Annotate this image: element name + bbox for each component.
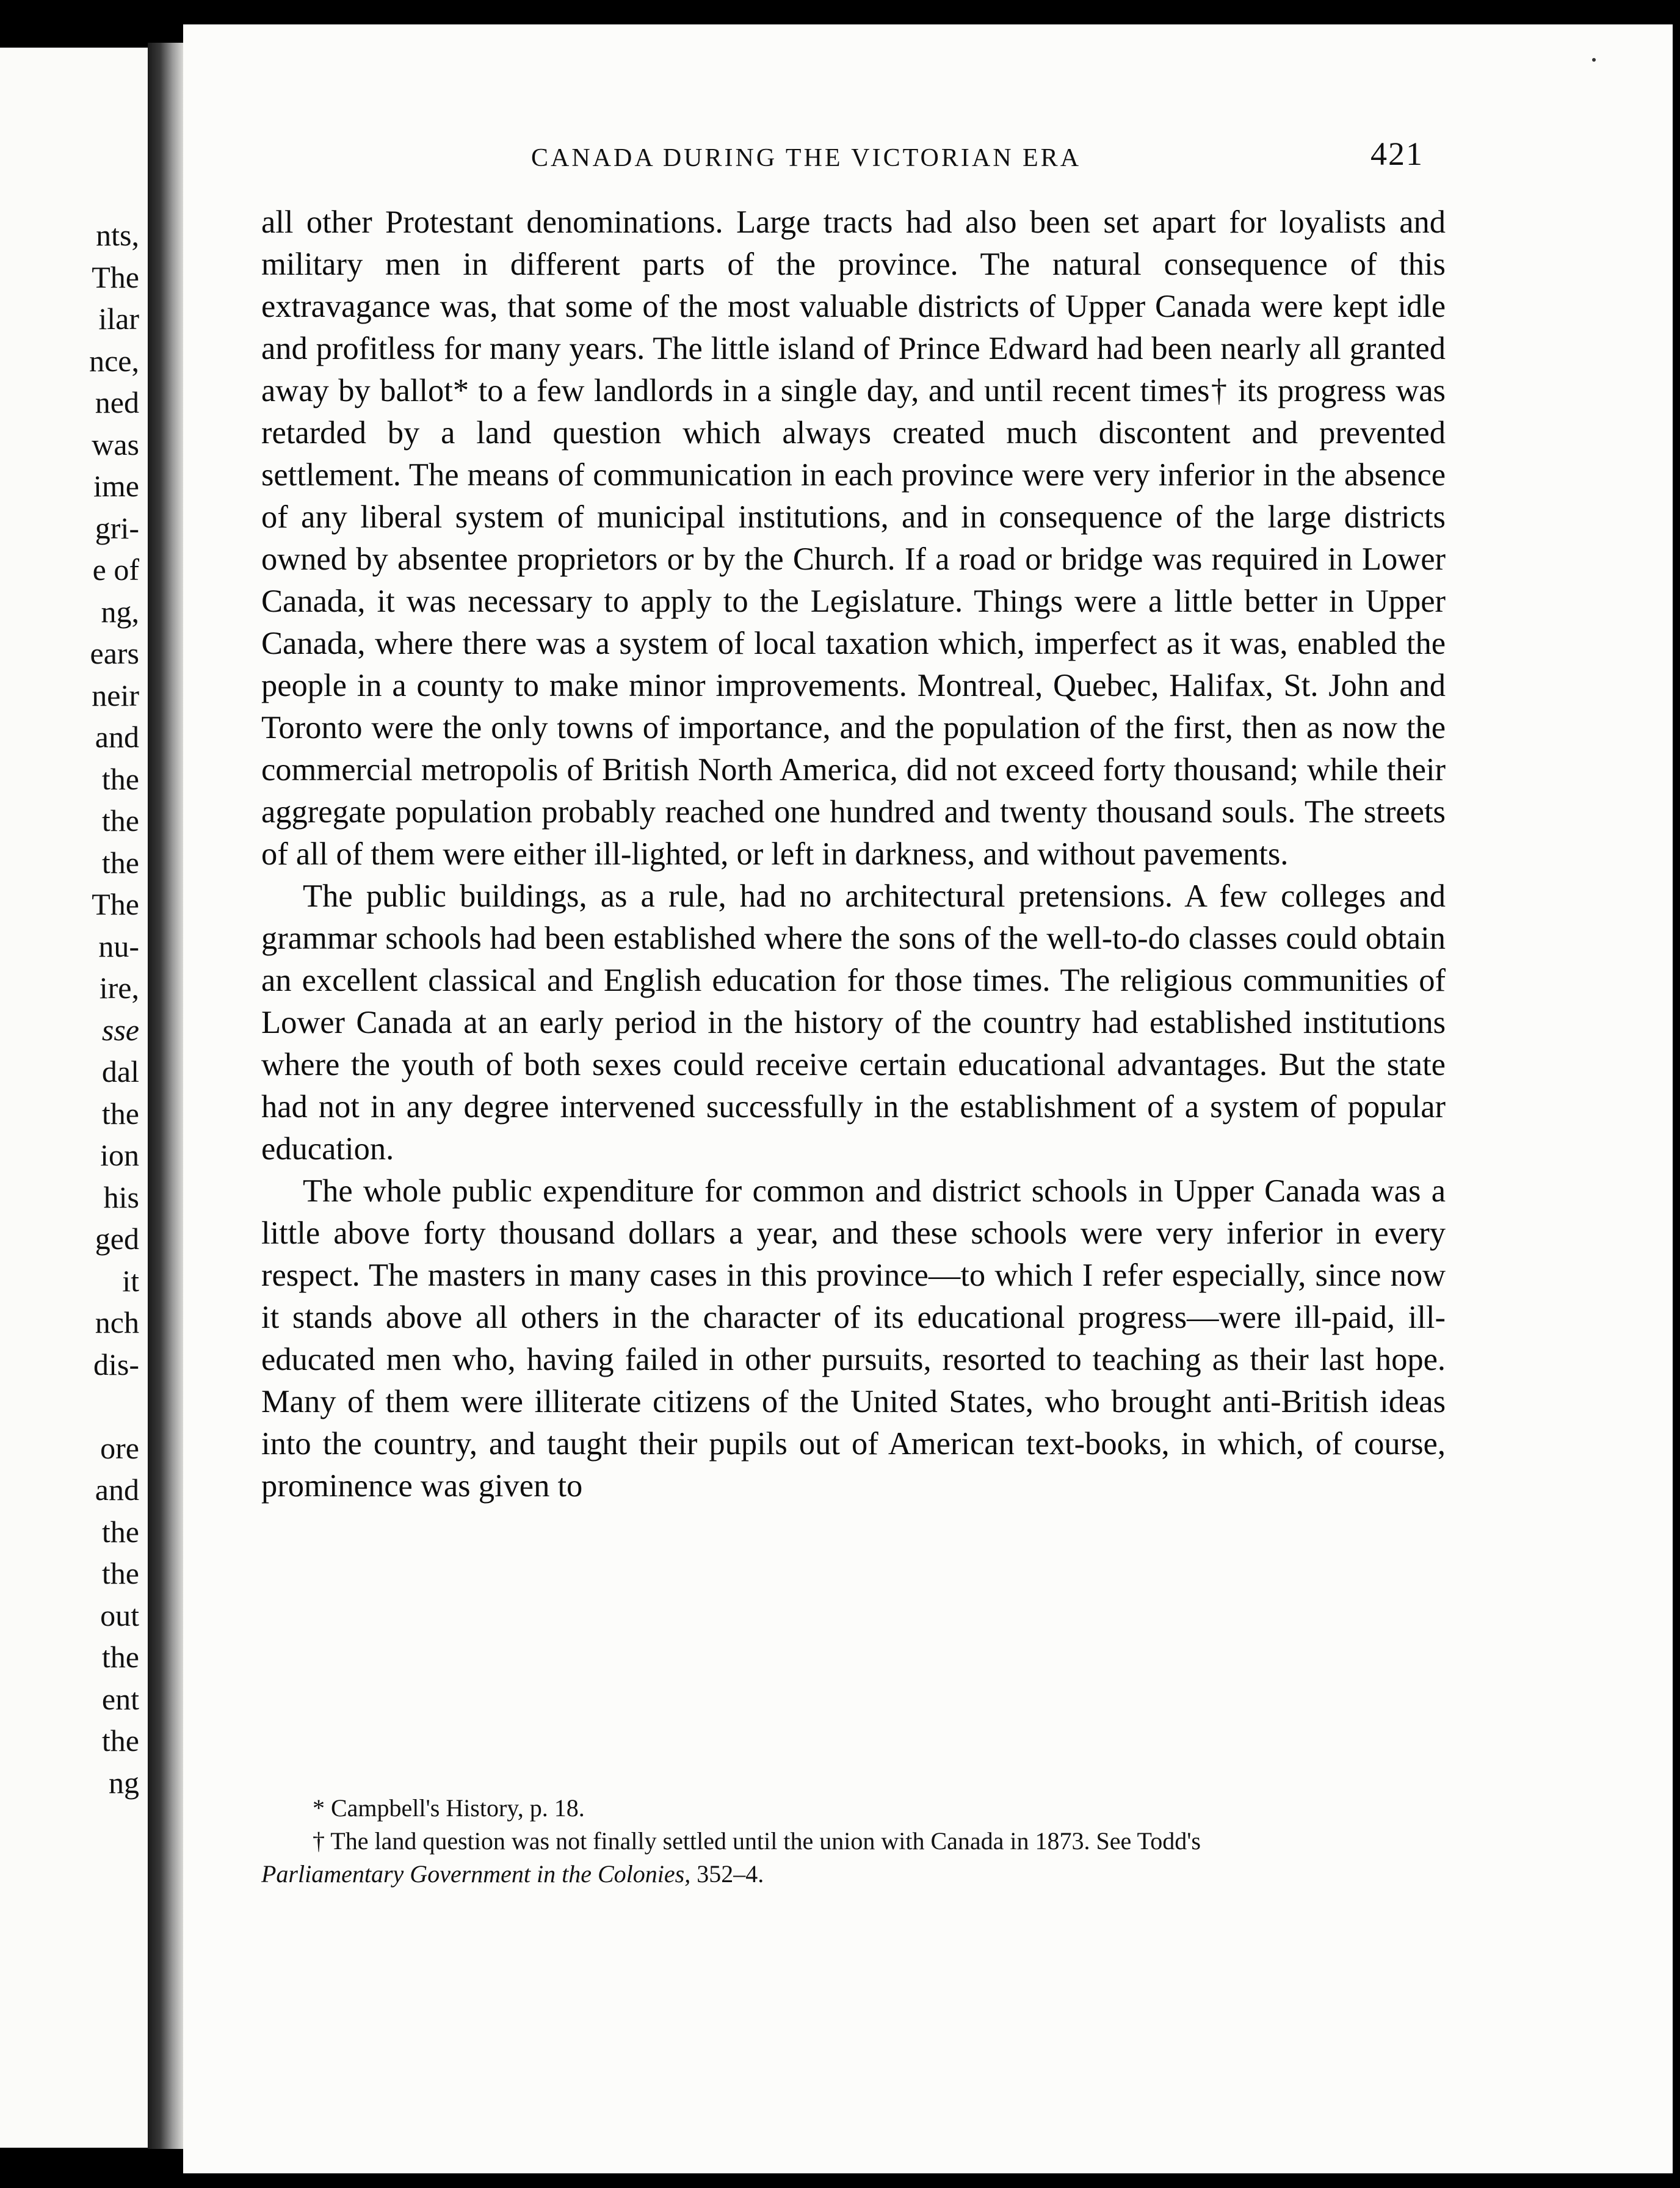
facing-page-fragment-line: ilar [98, 302, 139, 336]
facing-page-fragment-line: nts, [96, 218, 139, 252]
facing-page-fragment-line: ng [109, 1765, 139, 1800]
footnote-2-reference-title: Parliamentary Government in the Colonies, [261, 1860, 691, 1888]
body-text [261, 201, 1446, 1507]
page-number: 421 [1370, 136, 1424, 172]
facing-page-fragment-line: it [122, 1263, 139, 1298]
facing-page-fragment-line: out [100, 1598, 139, 1632]
facing-page-fragment-line: the [101, 1723, 139, 1758]
running-head: CANADA DURING THE VICTORIAN ERA [531, 144, 1082, 172]
facing-page-fragment-line: and [95, 1473, 139, 1507]
facing-page-fragment-line: ned [95, 385, 139, 419]
facing-page-fragment-line: ng, [101, 594, 139, 629]
facing-page-fragment-line: was [92, 427, 139, 462]
footnotes [261, 1792, 1452, 1891]
paragraph-3: The whole public expenditure for common and district schools in Upper Canada was a little above forty thousand dollars a year, and these schools were very inferior in every respect. The masters in many cases in this province—to which I refer especially, since now it stands above all others in the character of its educational progress—were ill-paid, ill-educated men who, having failed in other pursuits, resorted to teaching as their last hope. Many of them were illiterate citizens of the United States, who brought anti-British ideas into the country, and taught their pupils out of American text-books, in which, of course, prominence was given to [261, 1173, 1446, 1504]
facing-page-fragment-line: ire, [99, 971, 139, 1005]
facing-page-fragment-line: e of [92, 552, 139, 587]
main-page [183, 24, 1673, 2173]
paragraph-1: all other Protestant denominations. Large tracts had also been set apart for loyalists and military men in different parts of the province. The natural consequence of this extravagance was, that some of the most valuable districts of Upper Canada were kept idle and profitless for many years. The little island of Prince Edward had been nearly all granted away by ballot* to a few landlords in a single day, and until recent times† its progress was retarded by a land question which always created much discontent and prevented settlement. The means of communication in each province were very inferior in the absence of any liberal system of municipal institutions, and in consequence of the large districts owned by absentee proprietors or by the Church. If a road or bridge was required in Lower Canada, it was necessary to apply to the Legislature. Things were a little better in Upper Canada, where there was a system of local taxation which, imperfect as it was, enabled the people in a county to make minor improvements. Montreal, Quebec, Halifax, St. John and Toronto were the only towns of importance, and the population of the first, then as now the commercial metropolis of British North America, did not exceed forty thousand; while their aggregate population probably reached one hundred and twenty thousand souls. The streets of all of them were either ill-lighted, or left in darkness, and without pavements. [261, 205, 1446, 872]
footnote-2-pages: 352–4. [697, 1860, 764, 1888]
facing-page-fragment-line: the [101, 1556, 139, 1590]
page-gutter [148, 43, 183, 2149]
facing-page-fragment-line: ears [90, 636, 139, 670]
facing-page-fragment-line: nch [95, 1305, 139, 1339]
facing-page-fragment-line: The [92, 259, 139, 294]
page-header [183, 136, 1673, 180]
facing-page-fragment-line: the [101, 1640, 139, 1674]
facing-page-fragment-line: The [92, 887, 139, 921]
paper-speck [1592, 58, 1596, 62]
facing-page-fragment-line: ent [101, 1681, 139, 1716]
facing-page-fragment-line: dal [101, 1054, 139, 1089]
facing-page-fragment [0, 48, 148, 2148]
facing-page-fragment-line: ore [100, 1430, 139, 1465]
paragraph-2: The public buildings, as a rule, had no architectural pretensions. A few colleges and grammar schools had been established where the sons of the well-to-do classes could obtain an excellent classical and English education for those times. The religious communities of Lower Canada at an early period in the history of the country had established institutions where the youth of both sexes could receive certain educational advantages. But the state had not in any degree intervened successfully in the establishment of a system of popular education. [261, 878, 1446, 1167]
facing-page-fragment-line: the [101, 803, 139, 838]
facing-page-fragment-line: the [101, 1514, 139, 1549]
facing-page-fragment-line: sse [101, 1012, 139, 1047]
facing-page-fragment-line: his [103, 1179, 139, 1214]
footnote-2: † The land question was not finally settled until the union with Canada in 1873. See Todd's [313, 1827, 1201, 1855]
facing-page-fragment-line: dis- [93, 1347, 139, 1382]
facing-page-fragment-line: neir [92, 678, 139, 712]
facing-page-fragment-line: the [101, 1096, 139, 1131]
footnote-1: * Campbell's History, p. 18. [313, 1794, 585, 1822]
facing-page-fragment-line: gri- [95, 510, 139, 545]
facing-page-fragment-line: ime [93, 469, 139, 503]
facing-page-fragment-line: nce, [89, 343, 139, 378]
facing-page-fragment-line: ged [95, 1222, 139, 1256]
facing-page-fragment-line: and [95, 720, 139, 754]
facing-page-fragment-line: the [101, 761, 139, 796]
facing-page-fragment-line: the [101, 845, 139, 880]
footnote-2-continuation [261, 1858, 1452, 1891]
facing-page-fragment-line: nu- [98, 929, 139, 963]
facing-page-fragment-line: ion [100, 1138, 139, 1172]
facing-page-line-endings [0, 48, 148, 2148]
